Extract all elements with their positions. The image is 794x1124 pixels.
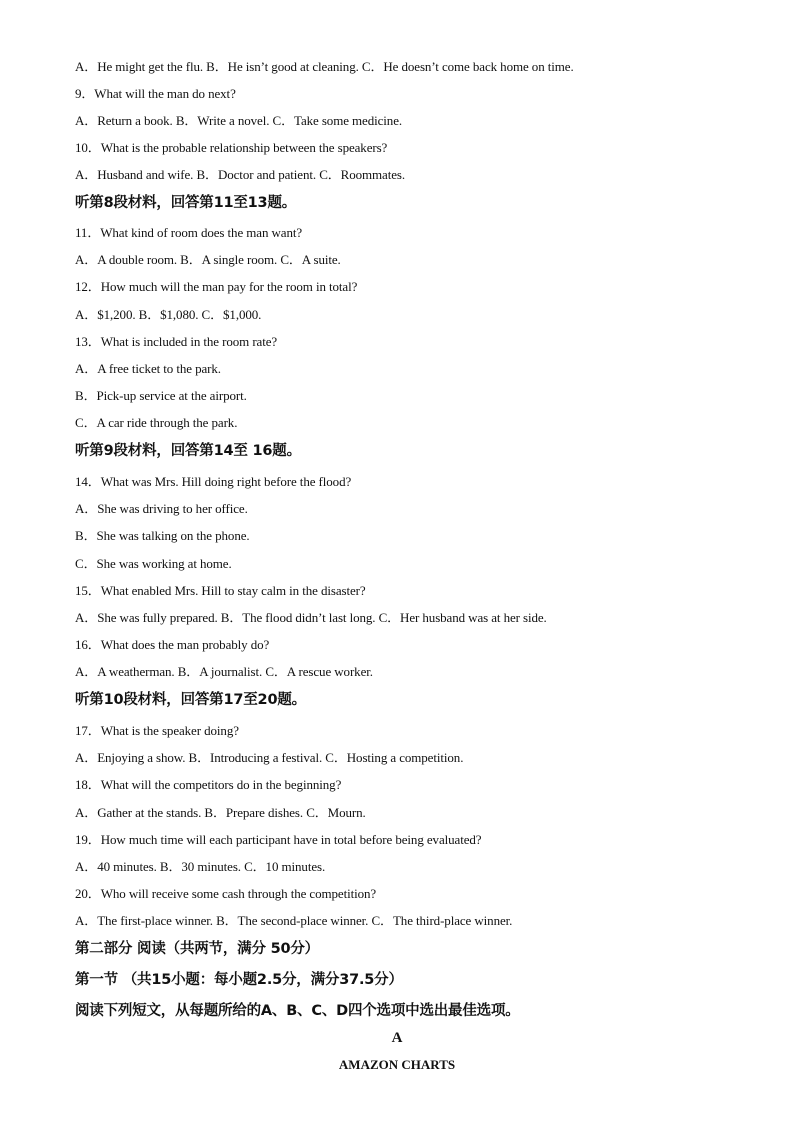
- q15-options: A．She was fully prepared. B．The flood didn’t last long. C．Her husband was at her side.: [75, 610, 547, 625]
- q13-option-b: B．Pick-up service at the airport.: [75, 388, 247, 403]
- part-two-heading: 第二部分 阅读（共两节，满分 50分）: [75, 941, 319, 957]
- reading-instructions: 阅读下列短文，从每题所给的A、B、C、D四个选项中选出最佳选项。: [75, 1003, 520, 1019]
- passage-letter: A: [391, 1030, 403, 1046]
- q18-options: A．Gather at the stands. B．Prepare dishes. C．Mourn.: [75, 805, 366, 820]
- q15-question: 15．What enabled Mrs. Hill to stay calm in the disaster?: [75, 583, 366, 598]
- section-heading-10: 听第10段材料，回答第17至20题。: [75, 692, 306, 708]
- q12-question: 12．How much will the man pay for the room in total?: [75, 279, 358, 294]
- q14-option-a: A．She was driving to her office.: [75, 501, 248, 516]
- q16-question: 16．What does the man probably do?: [75, 637, 270, 652]
- section-heading-9: 听第9段材料，回答第14至 16题。: [75, 443, 301, 459]
- q10-question: 10．What is the probable relationship between the speakers?: [75, 140, 388, 155]
- q16-options: A．A weatherman. B．A journalist. C．A rescue worker.: [75, 664, 373, 679]
- section-heading-8: 听第8段材料，回答第11至13题。: [75, 195, 297, 211]
- q14-question: 14．What was Mrs. Hill doing right before the flood?: [75, 474, 352, 489]
- q9-options: A．Return a book. B．Write a novel. C．Take some medicine.: [75, 113, 403, 128]
- q8-options: A．He might get the flu. B．He isn’t good at cleaning. C．He doesn’t come back home on time.: [75, 59, 574, 74]
- q17-question: 17．What is the speaker doing?: [75, 723, 239, 738]
- q18-question: 18．What will the competitors do in the beginning?: [75, 777, 342, 792]
- q13-option-c: C．A car ride through the park.: [75, 415, 238, 430]
- q20-options: A．The first-place winner. B．The second-place winner. C．The third-place winner.: [75, 913, 513, 928]
- q13-question: 13．What is included in the room rate?: [75, 334, 278, 349]
- q17-options: A．Enjoying a show. B．Introducing a festival. C．Hosting a competition.: [75, 750, 464, 765]
- q12-options: A．$1,200. B．$1,080. C．$1,000.: [75, 307, 262, 322]
- q10-options: A．Husband and wife. B．Doctor and patient. C．Roommates.: [75, 167, 406, 182]
- q13-option-a: A．A free ticket to the park.: [75, 361, 221, 376]
- passage-title: AMAZON CHARTS: [338, 1057, 456, 1072]
- q11-question: 11．What kind of room does the man want?: [75, 225, 303, 240]
- q20-question: 20．Who will receive some cash through the competition?: [75, 886, 377, 901]
- q14-option-c: C．She was working at home.: [75, 556, 232, 571]
- q19-question: 19．How much time will each participant have in total before being evaluated?: [75, 832, 482, 847]
- q19-options: A．40 minutes. B．30 minutes. C．10 minutes.: [75, 859, 326, 874]
- q11-options: A．A double room. B．A single room. C．A suite.: [75, 252, 341, 267]
- section-one-heading: 第一节 （共15小题：每小题2.5分，满分37.5分）: [75, 972, 403, 988]
- q14-option-b: B．She was talking on the phone.: [75, 528, 250, 543]
- q9-question: 9．What will the man do next?: [75, 86, 236, 101]
